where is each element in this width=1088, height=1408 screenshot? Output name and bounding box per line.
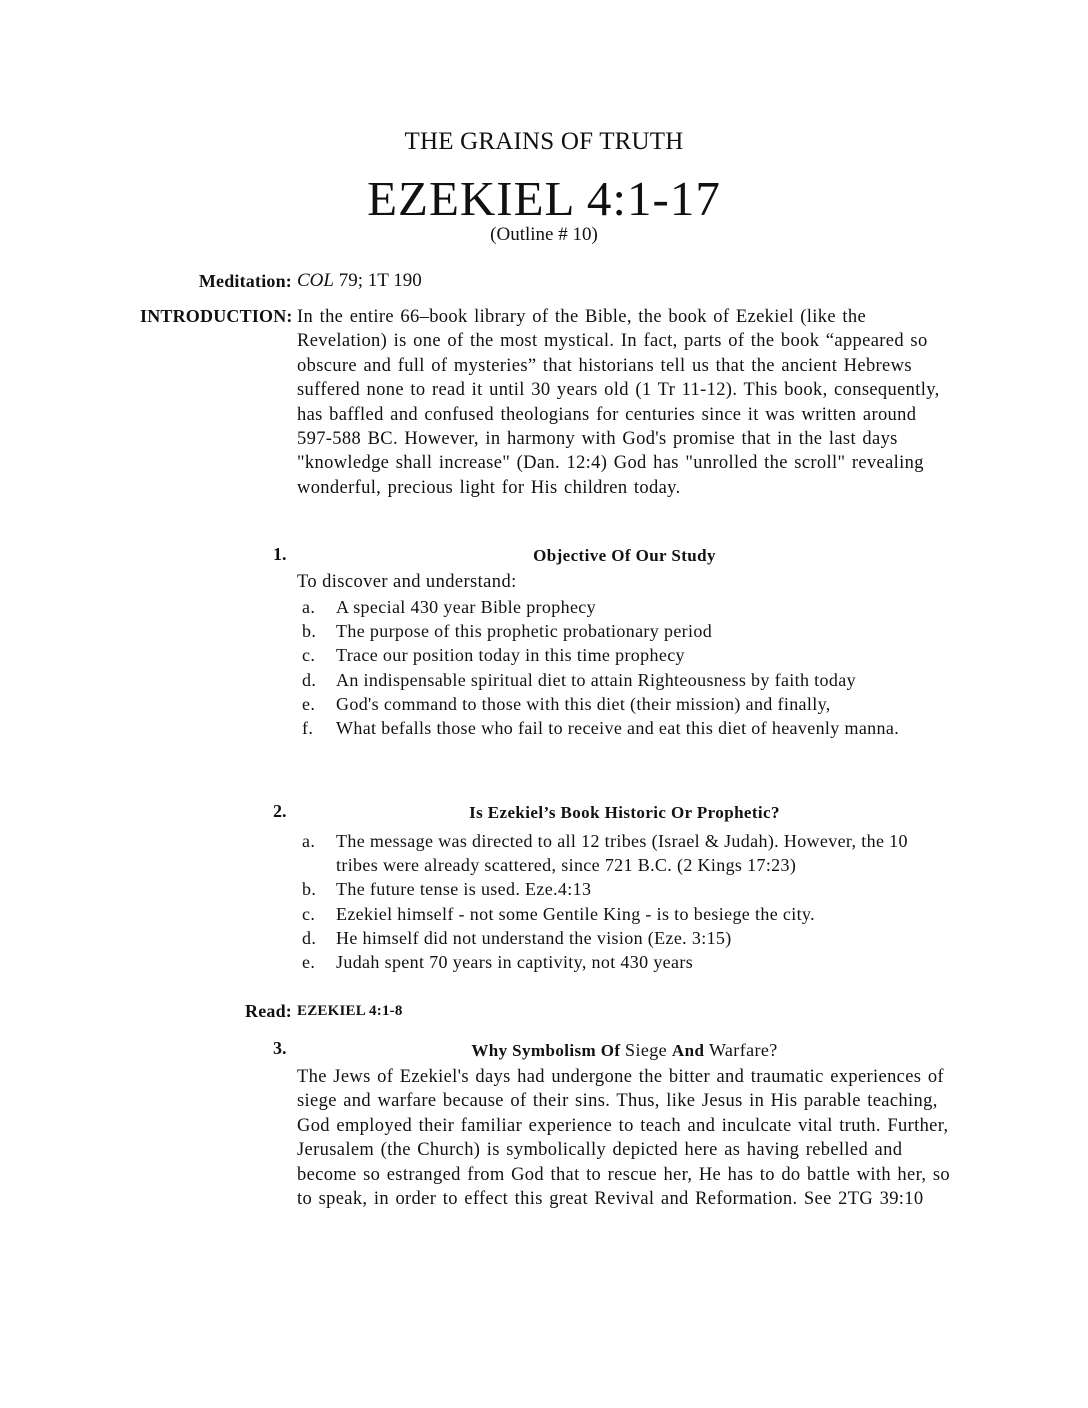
list-item [297,643,952,667]
list-item [297,716,952,740]
list-marker: f. [302,718,314,739]
list-item-text: An indispensable spiritual diet to attain Righteousness by faith today [336,669,856,690]
meditation-label: Meditation: [198,271,292,291]
section-1-title: Objective Of Our Study [533,546,716,565]
list-marker: a. [302,597,316,617]
section-3-title-part: Siege [625,1040,672,1060]
list-item-text: What befalls those who fail to receive and eat this diet of heavenly manna. [336,718,900,739]
section-1-lead: To discover and understand: [297,572,517,592]
list-item-text: The message was directed to all 12 tribes (Israel & Judah). However, the 10 tribes were already scattered, since 721 B.C. (2 Kings 17:23) [336,831,908,876]
section-3-title [297,1040,952,1061]
section-3-number: 3. [273,1038,287,1058]
list-marker: c. [302,645,316,666]
list-item [297,877,952,901]
meditation-ref-rest: 79; 1T 190 [333,270,422,291]
list-marker: a. [302,831,316,851]
section-1-number: 1. [273,544,287,564]
list-item-text: He himself did not understand the vision (Eze. 3:15) [336,927,732,948]
introduction-text: In the entire 66–book library of the Bible, the book of Ezekiel (like the Revelation) is one of the most mystical. In fact, parts of the book “appeared so obscure and full of mysteries” that historians tell us that the ancient Hebrews suffered none to read it until 30 years old (1 Tr 11-12). This book, consequently, has baffled and confused theologians for centuries since it was written around 597-588 BC. However, in harmony with God's promise that in the last days "knowledge shall increase" (Dan. 12:4) God has "unrolled the scroll" revealing wonderful, precious light for His children today. [297,307,940,498]
list-item-text: The purpose of this prophetic probationary period [336,621,713,642]
list-marker: e. [302,952,316,973]
read-label: Read: [245,1001,292,1021]
list-item-text: God's command to those with this diet (their mission) and finally, [336,693,831,714]
list-item-text: Trace our position today in this time prophecy [336,645,685,666]
list-marker: c. [302,903,316,924]
list-item-text: A special 430 year Bible prophecy [336,597,596,617]
meditation-reference [297,270,422,292]
meditation-ref-italic: COL [297,270,334,291]
section-3-title-part: Why Symbolism Of [471,1041,626,1060]
introduction-label: INTRODUCTION: [140,306,293,326]
list-item-text: Ezekiel himself - not some Gentile King - is to besiege the city. [336,903,815,924]
section-3-title-part: And [671,1041,709,1060]
series-heading: THE GRAINS OF TRUTH [404,128,684,155]
section-2-title: Is Ezekiel’s Book Historic Or Prophetic? [469,803,780,822]
list-item [297,595,952,619]
section-3-title-part: Warfare? [708,1040,778,1060]
list-item [297,950,952,974]
list-item [297,902,952,926]
list-item [297,829,952,877]
section-2-number: 2. [273,801,287,821]
list-marker: e. [302,693,316,714]
section-2-list [297,829,952,974]
section-3-text: The Jews of Ezekiel's days had undergone the bitter and traumatic experiences of siege and warfare because of their sins. Thus, like Jesus in His parable teaching, God employed their familiar experience to teach and inculcate vital truth. Further, Jerusalem (the Church) is symbolically depicted here as having rebelled and become so estranged from God that to rescue her, He has to do battle with her, so to speak, in order to effect this great Revival and Reformation. See 2TG 39:10 [297,1067,950,1210]
list-item [297,926,952,950]
list-marker: d. [302,669,317,690]
section-1-list [297,595,952,740]
page-title: EZEKIEL 4:1-17 [367,171,721,226]
list-marker: b. [302,879,317,900]
list-item [297,619,952,643]
list-item-text: The future tense is used. Eze.4:13 [336,879,592,900]
list-marker: b. [302,621,317,642]
list-item-text: Judah spent 70 years in captivity, not 430 years [336,952,694,973]
read-reference: EZEKIEL 4:1-8 [297,1003,403,1019]
list-item [297,668,952,692]
list-marker: d. [302,927,317,948]
list-item [297,692,952,716]
outline-number: (Outline # 10) [490,224,598,245]
